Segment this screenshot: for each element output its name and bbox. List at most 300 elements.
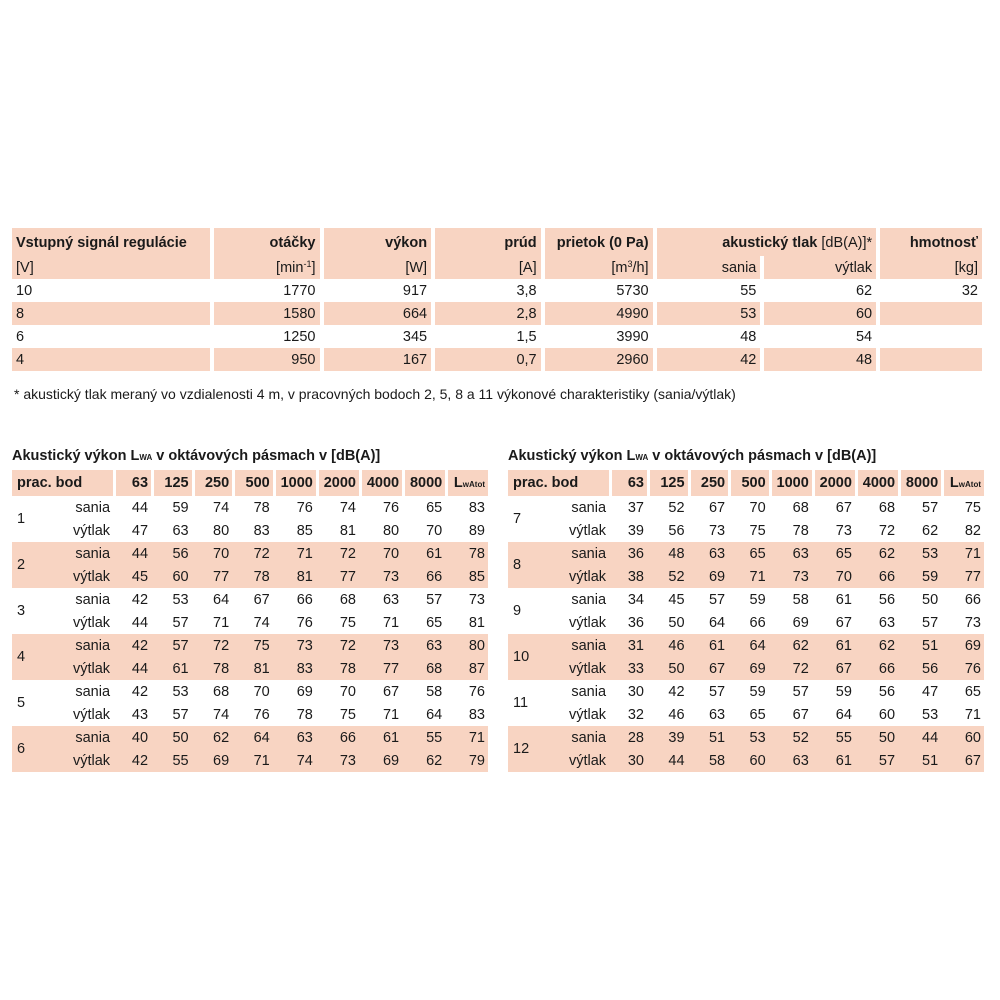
cell: 917 <box>320 279 432 302</box>
header-band: 1000 <box>273 470 316 496</box>
header-total-label: L <box>949 475 959 491</box>
octave-value: 63 <box>708 706 726 723</box>
octave-value: 68 <box>878 499 896 516</box>
cell: 950 <box>210 348 320 371</box>
work-point-id: 3 <box>17 603 26 619</box>
octave-value: 62 <box>769 634 812 657</box>
octave-title-sub: WA <box>139 453 153 462</box>
octave-value: 59 <box>835 683 852 700</box>
header-total <box>445 470 488 496</box>
octave-title-a: Akustický výkon L <box>12 448 140 464</box>
octave-value: 71 <box>728 565 769 588</box>
octave-value: 76 <box>296 499 313 516</box>
work-point-id: 11 <box>513 695 529 711</box>
cell: 8 <box>12 302 210 325</box>
octave-value: 47 <box>131 522 149 539</box>
octave-title-right <box>508 448 876 464</box>
header-weight: hmotnosť <box>876 228 982 256</box>
cell <box>876 348 982 371</box>
work-point-id: 4 <box>12 634 59 680</box>
row-kind: sania <box>555 726 609 749</box>
octave-value: 38 <box>609 565 647 588</box>
octave-value: 62 <box>855 634 898 657</box>
row-kind: sania <box>571 683 607 700</box>
octave-value: 46 <box>668 706 685 723</box>
cell: 48 <box>760 348 876 371</box>
octave-value: 58 <box>426 683 443 700</box>
row-kind: sania <box>75 591 111 608</box>
parameters-header-row <box>12 228 982 256</box>
octave-value: 65 <box>964 683 981 700</box>
octave-row <box>508 611 984 634</box>
unit-speed-base: [min <box>276 260 304 276</box>
octave-value: 71 <box>445 726 488 749</box>
row-kind: sania <box>75 499 111 516</box>
octave-value: 71 <box>232 749 273 772</box>
cell: 345 <box>320 325 432 348</box>
octave-value: 78 <box>296 706 313 723</box>
octave-header <box>508 470 984 496</box>
octave-value: 39 <box>647 726 688 749</box>
octave-value: 69 <box>941 634 984 657</box>
header-band: 8000 <box>402 470 445 496</box>
cell: 55 <box>653 279 761 302</box>
parameters-row <box>12 302 982 325</box>
octave-value: 70 <box>749 499 766 516</box>
octave-value: 75 <box>339 706 356 723</box>
octave-value: 64 <box>708 614 726 631</box>
octave-value: 67 <box>708 499 726 516</box>
header-total-label: L <box>453 475 463 491</box>
cell: 6 <box>16 328 25 345</box>
octave-title-left <box>12 448 380 464</box>
cell <box>876 325 982 348</box>
unit-speed-exp: -1 <box>303 259 312 269</box>
cell: 1770 <box>210 279 320 302</box>
octave-value: 57 <box>151 634 192 657</box>
header-sound-pressure-unit: [dB(A)]* <box>821 235 873 251</box>
cell: 1250 <box>210 325 320 348</box>
header-sound-pressure <box>653 228 877 256</box>
octave-value: 67 <box>812 657 855 680</box>
octave-header-row <box>508 470 984 496</box>
work-point-id: 6 <box>12 726 59 772</box>
octave-value: 81 <box>339 522 356 539</box>
octave-value: 63 <box>402 634 445 657</box>
octave-value: 42 <box>131 683 149 700</box>
octave-value: 69 <box>359 749 402 772</box>
octave-value: 68 <box>339 591 356 608</box>
octave-value: 73 <box>769 565 812 588</box>
octave-value: 61 <box>402 542 445 565</box>
octave-row <box>508 496 984 519</box>
octave-value: 74 <box>213 499 230 516</box>
octave-value: 59 <box>749 683 766 700</box>
cell: 1580 <box>210 302 320 325</box>
octave-value: 34 <box>627 591 644 608</box>
row-kind: sania <box>59 634 113 657</box>
header-band: 8000 <box>898 470 941 496</box>
unit-airflow <box>541 256 653 279</box>
row-kind: výtlak <box>72 614 111 631</box>
unit-airflow-base: [m <box>611 260 628 276</box>
cell: 0,7 <box>431 348 541 371</box>
octave-value: 48 <box>647 542 688 565</box>
octave-value: 75 <box>232 634 273 657</box>
octave-row <box>508 726 984 749</box>
octave-value: 73 <box>273 634 316 657</box>
octave-value: 77 <box>359 657 402 680</box>
octave-value: 72 <box>192 634 233 657</box>
octave-value: 78 <box>232 565 273 588</box>
octave-value: 75 <box>339 614 356 631</box>
octave-value: 67 <box>382 683 400 700</box>
cell: 5730 <box>541 279 653 302</box>
octave-value: 50 <box>151 726 192 749</box>
header-work-point: prac. bod <box>12 470 113 496</box>
unit-input-signal: [V] <box>12 256 210 279</box>
octave-value: 30 <box>609 749 647 772</box>
unit-weight: [kg] <box>876 256 982 279</box>
work-point-id: 1 <box>17 511 26 527</box>
octave-value: 67 <box>835 499 852 516</box>
unit-airflow-end: /h] <box>632 260 649 276</box>
header-total <box>941 470 984 496</box>
parameters-row <box>12 325 982 348</box>
octave-row <box>508 542 984 565</box>
octave-value: 58 <box>792 591 809 608</box>
octave-value: 76 <box>941 657 984 680</box>
octave-value: 44 <box>113 657 151 680</box>
octave-value: 66 <box>316 726 359 749</box>
header-band: 4000 <box>855 470 898 496</box>
octave-value: 73 <box>359 634 402 657</box>
octave-value: 74 <box>213 706 230 723</box>
work-point-id: 10 <box>508 634 555 680</box>
row-kind: sania <box>59 726 113 749</box>
octave-value: 76 <box>296 614 313 631</box>
header-band: 2000 <box>812 470 855 496</box>
octave-value: 57 <box>855 749 898 772</box>
header-power: výkon <box>320 228 432 256</box>
octave-body <box>508 496 984 772</box>
octave-value: 57 <box>922 614 939 631</box>
octave-value: 55 <box>151 749 192 772</box>
octave-row <box>508 588 984 611</box>
work-point-id: 8 <box>508 542 555 588</box>
octave-value: 56 <box>878 591 896 608</box>
header-band: 250 <box>688 470 729 496</box>
octave-value: 78 <box>316 657 359 680</box>
octave-value: 68 <box>213 683 230 700</box>
octave-value: 71 <box>941 542 984 565</box>
row-kind: výtlak <box>568 614 607 631</box>
cell: 62 <box>760 279 876 302</box>
octave-value: 56 <box>151 542 192 565</box>
octave-row <box>12 657 488 680</box>
row-kind: sania <box>555 542 609 565</box>
octave-value: 71 <box>964 706 981 723</box>
octave-value: 63 <box>769 749 812 772</box>
octave-row <box>12 588 488 611</box>
octave-value: 73 <box>708 522 726 539</box>
octave-value: 65 <box>749 706 766 723</box>
octave-row <box>508 749 984 772</box>
octave-value: 77 <box>192 565 233 588</box>
octave-value: 73 <box>835 522 852 539</box>
octave-value: 57 <box>172 706 189 723</box>
unit-vytlak: výtlak <box>760 256 876 279</box>
header-band: 2000 <box>316 470 359 496</box>
work-point-id: 7 <box>513 511 522 527</box>
octave-value: 59 <box>172 499 189 516</box>
cell: 2960 <box>541 348 653 371</box>
unit-sania: sania <box>653 256 761 279</box>
header-total-sub: wAtot <box>958 480 981 489</box>
row-kind: výtlak <box>555 657 609 680</box>
octave-value: 50 <box>922 591 939 608</box>
cell: 10 <box>16 282 33 299</box>
octave-value: 80 <box>213 522 230 539</box>
octave-value: 65 <box>728 542 769 565</box>
octave-value: 60 <box>728 749 769 772</box>
octave-value: 55 <box>812 726 855 749</box>
octave-value: 58 <box>688 749 729 772</box>
octave-value: 67 <box>941 749 984 772</box>
octave-value: 66 <box>964 591 981 608</box>
row-kind: výtlak <box>59 657 113 680</box>
octave-value: 32 <box>627 706 644 723</box>
row-kind: výtlak <box>59 565 113 588</box>
octave-value: 53 <box>172 683 189 700</box>
cell: 664 <box>320 302 432 325</box>
octave-value: 72 <box>878 522 896 539</box>
octave-value: 81 <box>273 565 316 588</box>
header-total-sub: wAtot <box>462 480 485 489</box>
octave-value: 30 <box>627 683 644 700</box>
octave-value: 36 <box>627 614 644 631</box>
octave-value: 43 <box>131 706 149 723</box>
octave-value: 74 <box>273 749 316 772</box>
octave-value: 57 <box>708 591 726 608</box>
octave-value: 63 <box>273 726 316 749</box>
octave-value: 59 <box>749 591 766 608</box>
octave-value: 78 <box>253 499 270 516</box>
work-point-id: 9 <box>513 603 522 619</box>
cell: 32 <box>876 279 982 302</box>
parameters-units-row <box>12 256 982 279</box>
octave-value: 52 <box>647 565 688 588</box>
work-point-id: 5 <box>17 695 26 711</box>
octave-value: 56 <box>878 683 896 700</box>
octave-value: 69 <box>192 749 233 772</box>
octave-value: 70 <box>339 683 356 700</box>
octave-value: 63 <box>688 542 729 565</box>
cell <box>876 302 982 325</box>
octave-value: 53 <box>172 591 189 608</box>
cell: 54 <box>760 325 876 348</box>
octave-value: 66 <box>296 591 313 608</box>
octave-value: 73 <box>468 591 485 608</box>
octave-value: 61 <box>812 634 855 657</box>
octave-value: 53 <box>728 726 769 749</box>
octave-value: 75 <box>749 522 766 539</box>
octave-value: 37 <box>627 499 644 516</box>
octave-value: 77 <box>316 565 359 588</box>
octave-value: 55 <box>402 726 445 749</box>
octave-value: 57 <box>426 591 443 608</box>
octave-title-b: v oktávových pásmach v [dB(A)] <box>152 448 381 464</box>
octave-value: 76 <box>468 683 485 700</box>
octave-value: 87 <box>445 657 488 680</box>
octave-value: 78 <box>792 522 809 539</box>
header-band: 63 <box>113 470 151 496</box>
octave-table-right <box>508 470 984 772</box>
octave-value: 74 <box>339 499 356 516</box>
row-kind: sania <box>75 683 111 700</box>
octave-value: 80 <box>382 522 400 539</box>
header-band: 4000 <box>359 470 402 496</box>
octave-header <box>12 470 488 496</box>
octave-value: 36 <box>609 542 647 565</box>
octave-title-sub: WA <box>635 453 649 462</box>
row-kind: výtlak <box>72 706 111 723</box>
octave-value: 61 <box>812 749 855 772</box>
octave-value: 64 <box>213 591 230 608</box>
octave-value: 70 <box>812 565 855 588</box>
octave-value: 56 <box>668 522 685 539</box>
unit-current: [A] <box>431 256 541 279</box>
footnote: * akustický tlak meraný vo vzdialenosti 4 m, v pracovných bodoch 2, 5, 8 a 11 výkonové charakteristiky (sania/výtlak) <box>14 386 736 402</box>
row-kind: sania <box>571 591 607 608</box>
octave-value: 83 <box>273 657 316 680</box>
octave-value: 83 <box>468 706 485 723</box>
octave-value: 66 <box>749 614 766 631</box>
octave-value: 68 <box>402 657 445 680</box>
octave-value: 28 <box>609 726 647 749</box>
cell: 1,5 <box>431 325 541 348</box>
octave-value: 62 <box>192 726 233 749</box>
octave-value: 63 <box>172 522 189 539</box>
header-airflow: prietok (0 Pa) <box>541 228 653 256</box>
octave-value: 57 <box>792 683 809 700</box>
octave-value: 73 <box>359 565 402 588</box>
octave-value: 69 <box>792 614 809 631</box>
cell: 2,8 <box>431 302 541 325</box>
octave-value: 53 <box>922 706 939 723</box>
octave-value: 73 <box>964 614 981 631</box>
cell: 4990 <box>541 302 653 325</box>
octave-value: 72 <box>316 634 359 657</box>
octave-row <box>12 611 488 634</box>
octave-value: 50 <box>668 614 685 631</box>
row-kind: výtlak <box>59 749 113 772</box>
octave-value: 71 <box>273 542 316 565</box>
unit-speed <box>210 256 320 279</box>
octave-value: 59 <box>898 565 941 588</box>
cell: 48 <box>653 325 761 348</box>
octave-value: 45 <box>113 565 151 588</box>
octave-row <box>508 657 984 680</box>
octave-value: 50 <box>647 657 688 680</box>
row-kind: výtlak <box>555 749 609 772</box>
cell: 42 <box>653 348 761 371</box>
octave-value: 67 <box>835 614 852 631</box>
octave-value: 82 <box>964 522 981 539</box>
octave-value: 80 <box>445 634 488 657</box>
octave-value: 68 <box>792 499 809 516</box>
octave-value: 76 <box>382 499 400 516</box>
octave-value: 57 <box>172 614 189 631</box>
octave-row <box>12 680 488 703</box>
octave-value: 44 <box>131 614 149 631</box>
octave-value: 42 <box>668 683 685 700</box>
unit-airflow-exp: 3 <box>627 259 633 269</box>
octave-value: 62 <box>402 749 445 772</box>
octave-value: 74 <box>253 614 270 631</box>
octave-value: 76 <box>253 706 270 723</box>
octave-value: 81 <box>232 657 273 680</box>
octave-value: 33 <box>609 657 647 680</box>
octave-value: 51 <box>688 726 729 749</box>
octave-row <box>12 703 488 726</box>
octave-value: 77 <box>941 565 984 588</box>
octave-row <box>12 749 488 772</box>
octave-row <box>508 634 984 657</box>
octave-value: 51 <box>898 634 941 657</box>
octave-value: 75 <box>964 499 981 516</box>
octave-row <box>12 542 488 565</box>
header-input-signal: Vstupný signál regulácie <box>12 228 210 256</box>
header-band: 1000 <box>769 470 812 496</box>
octave-header-row <box>12 470 488 496</box>
octave-value: 47 <box>922 683 939 700</box>
octave-value: 65 <box>812 542 855 565</box>
octave-value: 52 <box>769 726 812 749</box>
octave-value: 42 <box>113 749 151 772</box>
octave-row <box>508 565 984 588</box>
octave-value: 78 <box>445 542 488 565</box>
octave-value: 71 <box>382 706 400 723</box>
work-point-id: 12 <box>508 726 555 772</box>
octave-value: 65 <box>426 614 443 631</box>
octave-value: 66 <box>855 565 898 588</box>
octave-value: 64 <box>728 634 769 657</box>
octave-value: 44 <box>898 726 941 749</box>
octave-value: 40 <box>113 726 151 749</box>
octave-row <box>12 634 488 657</box>
header-band: 250 <box>192 470 233 496</box>
cell: 167 <box>320 348 432 371</box>
header-band: 125 <box>151 470 192 496</box>
octave-value: 44 <box>131 499 149 516</box>
header-sound-pressure-label: akustický tlak <box>722 235 818 251</box>
octave-value: 72 <box>316 542 359 565</box>
octave-value: 44 <box>113 542 151 565</box>
row-kind: výtlak <box>568 706 607 723</box>
octave-value: 42 <box>131 591 149 608</box>
octave-title-a: Akustický výkon L <box>508 448 636 464</box>
octave-row <box>508 519 984 542</box>
octave-value: 65 <box>426 499 443 516</box>
row-kind: výtlak <box>568 522 607 539</box>
octave-value: 85 <box>445 565 488 588</box>
octave-value: 67 <box>253 591 270 608</box>
octave-value: 60 <box>941 726 984 749</box>
octave-value: 64 <box>835 706 852 723</box>
octave-value: 60 <box>878 706 896 723</box>
octave-value: 72 <box>769 657 812 680</box>
